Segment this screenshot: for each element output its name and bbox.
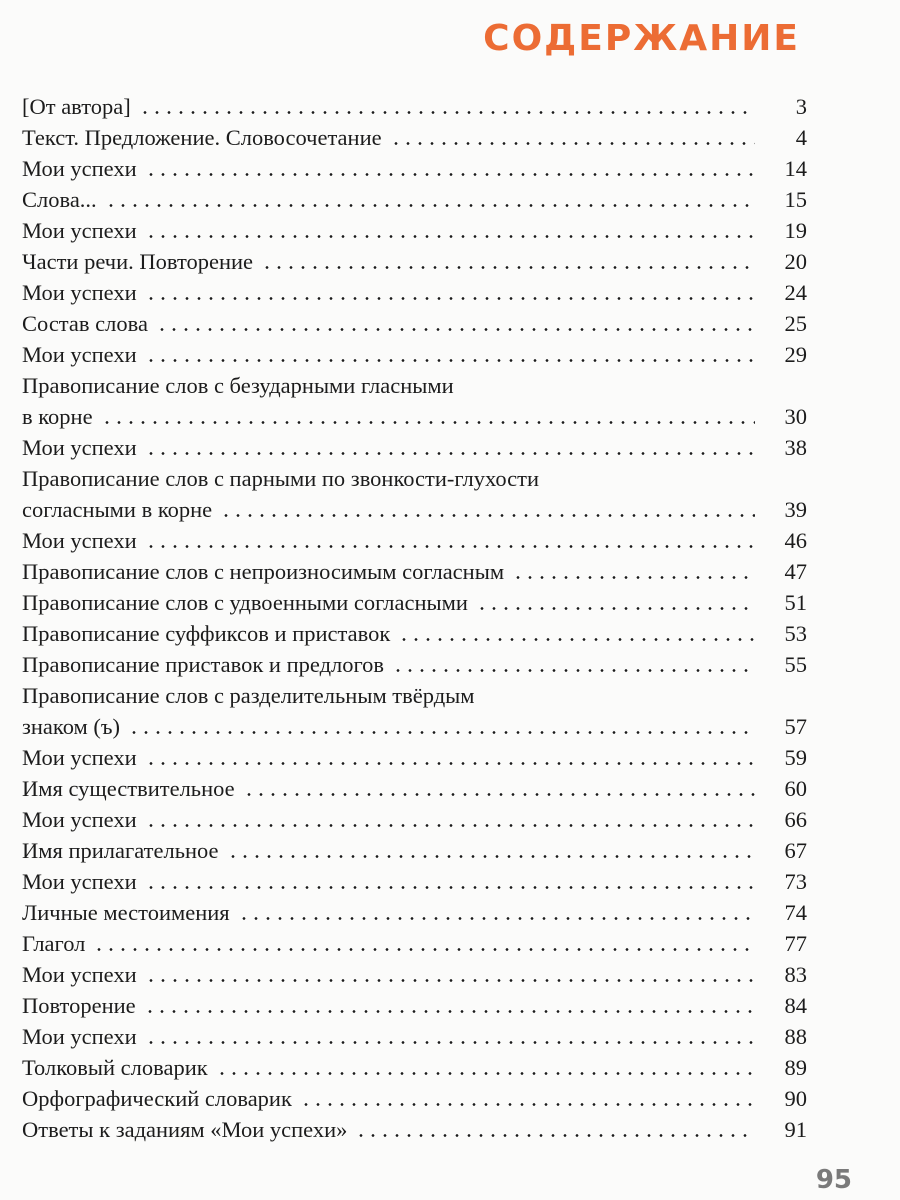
dot-leader xyxy=(145,824,755,827)
toc-entry xyxy=(22,990,807,1021)
dot-leader xyxy=(238,917,755,920)
dot-leader xyxy=(145,452,755,455)
toc-entry xyxy=(22,339,807,370)
dot-leader xyxy=(261,266,755,269)
toc-entry-title: Мои успехи xyxy=(22,218,137,243)
page-title: СОДЕРЖАНИЕ xyxy=(483,18,800,59)
toc-entry xyxy=(22,835,807,866)
toc-entry-title-continued: знаком (ъ) xyxy=(22,714,121,739)
dot-leader xyxy=(145,886,755,889)
toc-entry-title: Части речи. Повторение xyxy=(22,249,254,274)
toc-entry-title: Мои успехи xyxy=(22,962,137,987)
toc-entry-page: 14 xyxy=(784,156,807,181)
toc-entry xyxy=(22,91,807,122)
dot-leader xyxy=(145,359,755,362)
dot-leader xyxy=(476,607,755,610)
toc-entry-title: Мои успехи xyxy=(22,869,137,894)
toc-entry-title: Состав слова xyxy=(22,311,148,336)
toc-entry-title: Мои успехи xyxy=(22,342,137,367)
toc-entry-page: 39 xyxy=(784,497,807,522)
toc-entry-page: 51 xyxy=(784,590,807,615)
dot-leader xyxy=(512,576,755,579)
toc-entry-page: 88 xyxy=(784,1024,807,1049)
toc-entry-title: Мои успехи xyxy=(22,156,137,181)
toc-entry-page: 77 xyxy=(784,931,807,956)
toc-entry-page: 73 xyxy=(784,869,807,894)
dot-leader xyxy=(93,948,755,951)
toc-entry-page: 29 xyxy=(784,342,807,367)
toc-entry-page: 46 xyxy=(784,528,807,553)
dot-leader xyxy=(145,173,755,176)
toc-entry-page: 3 xyxy=(795,94,807,119)
toc-entry xyxy=(22,1021,807,1052)
dot-leader xyxy=(101,421,755,424)
toc-entry-page: 91 xyxy=(784,1117,807,1142)
toc-entry-page: 66 xyxy=(784,807,807,832)
toc-entry-title-continued: согласными в корне xyxy=(22,497,213,522)
toc-entry xyxy=(22,308,807,339)
toc-entry-title-continued: в корне xyxy=(22,404,93,429)
toc-entry-page: 74 xyxy=(784,900,807,925)
dot-leader xyxy=(144,1010,755,1013)
toc-entry-page: 24 xyxy=(784,280,807,305)
toc-entry-page: 20 xyxy=(784,249,807,274)
toc-entry xyxy=(22,680,807,742)
toc-entry-title: Имя существительное xyxy=(22,776,235,801)
toc-entry-title: Правописание слов с парными по звонкости-глухости xyxy=(22,466,540,491)
toc-entry-page: 38 xyxy=(784,435,807,460)
toc-entry-title: Мои успехи xyxy=(22,745,137,770)
toc-entry-title: Личные местоимения xyxy=(22,900,230,925)
toc-entry-page: 90 xyxy=(784,1086,807,1111)
toc-entry xyxy=(22,928,807,959)
toc-entry xyxy=(22,866,807,897)
toc-entry-page: 67 xyxy=(784,838,807,863)
toc-entry xyxy=(22,649,807,680)
toc-entry xyxy=(22,897,807,928)
dot-leader xyxy=(105,204,755,207)
toc-entry xyxy=(22,587,807,618)
dot-leader xyxy=(227,855,755,858)
toc-entry xyxy=(22,277,807,308)
dot-leader xyxy=(145,762,755,765)
toc-entry-page: 53 xyxy=(784,621,807,646)
toc-entry-page: 47 xyxy=(784,559,807,584)
toc-entry-page: 4 xyxy=(795,125,807,150)
toc-entry xyxy=(22,618,807,649)
toc-entry-title: Мои успехи xyxy=(22,280,137,305)
dot-leader xyxy=(145,235,755,238)
toc-entry-page: 57 xyxy=(784,714,807,739)
toc-entry-title: Глагол xyxy=(22,931,86,956)
toc-entry-title: Повторение xyxy=(22,993,136,1018)
toc-entry xyxy=(22,215,807,246)
toc-entry-title: Правописание слов с удвоенными согласными xyxy=(22,590,468,615)
toc-entry xyxy=(22,184,807,215)
toc-entry xyxy=(22,959,807,990)
toc-entry-title: [От автора] xyxy=(22,94,131,119)
toc-entry xyxy=(22,556,807,587)
page-number: 95 xyxy=(815,1165,852,1195)
toc-entry-title: Мои успехи xyxy=(22,528,137,553)
toc-entry-page: 83 xyxy=(784,962,807,987)
toc-entry xyxy=(22,1114,807,1145)
toc-entry xyxy=(22,1083,807,1114)
table-of-contents xyxy=(22,91,807,1145)
dot-leader xyxy=(216,1072,755,1075)
toc-entry-page: 59 xyxy=(784,745,807,770)
toc-entry-page: 55 xyxy=(784,652,807,677)
toc-entry xyxy=(22,804,807,835)
toc-entry-title: Правописание слов с разделительным твёрдым xyxy=(22,683,475,708)
toc-entry-page: 25 xyxy=(784,311,807,336)
toc-entry-page: 60 xyxy=(784,776,807,801)
toc-entry-title: Правописание слов с безударными гласными xyxy=(22,373,454,398)
toc-entry-title: Текст. Предложение. Словосочетание xyxy=(22,125,382,150)
dot-leader xyxy=(390,142,755,145)
toc-entry xyxy=(22,525,807,556)
toc-entry-page: 89 xyxy=(784,1055,807,1080)
toc-entry-title: Слова... xyxy=(22,187,97,212)
dot-leader xyxy=(243,793,755,796)
dot-leader xyxy=(355,1134,755,1137)
toc-entry-page: 15 xyxy=(784,187,807,212)
dot-leader xyxy=(145,545,755,548)
toc-entry-title: Правописание слов с непроизносимым согласным xyxy=(22,559,505,584)
dot-leader xyxy=(145,297,755,300)
dot-leader xyxy=(145,1041,755,1044)
dot-leader xyxy=(139,111,755,114)
dot-leader xyxy=(220,514,755,517)
dot-leader xyxy=(392,669,755,672)
toc-entry-page: 30 xyxy=(784,404,807,429)
toc-entry-title: Толковый словарик xyxy=(22,1055,208,1080)
toc-entry xyxy=(22,246,807,277)
dot-leader xyxy=(156,328,755,331)
toc-entry-title: Мои успехи xyxy=(22,1024,137,1049)
toc-entry-title: Орфографический словарик xyxy=(22,1086,292,1111)
toc-entry xyxy=(22,773,807,804)
toc-entry-title: Ответы к заданиям «Мои успехи» xyxy=(22,1117,348,1142)
toc-entry xyxy=(22,742,807,773)
toc-entry-title: Мои успехи xyxy=(22,435,137,460)
toc-entry-page: 19 xyxy=(784,218,807,243)
dot-leader xyxy=(145,979,755,982)
dot-leader xyxy=(128,731,755,734)
toc-entry xyxy=(22,1052,807,1083)
dot-leader xyxy=(398,638,755,641)
toc-entry-title: Мои успехи xyxy=(22,807,137,832)
toc-entry xyxy=(22,463,807,525)
toc-entry xyxy=(22,153,807,184)
toc-entry-title: Правописание приставок и предлогов xyxy=(22,652,385,677)
dot-leader xyxy=(300,1103,755,1106)
toc-entry-page: 84 xyxy=(784,993,807,1018)
toc-entry xyxy=(22,370,807,432)
toc-entry-title: Правописание суффиксов и приставок xyxy=(22,621,391,646)
toc-entry xyxy=(22,432,807,463)
toc-entry-title: Имя прилагательное xyxy=(22,838,219,863)
toc-entry xyxy=(22,122,807,153)
